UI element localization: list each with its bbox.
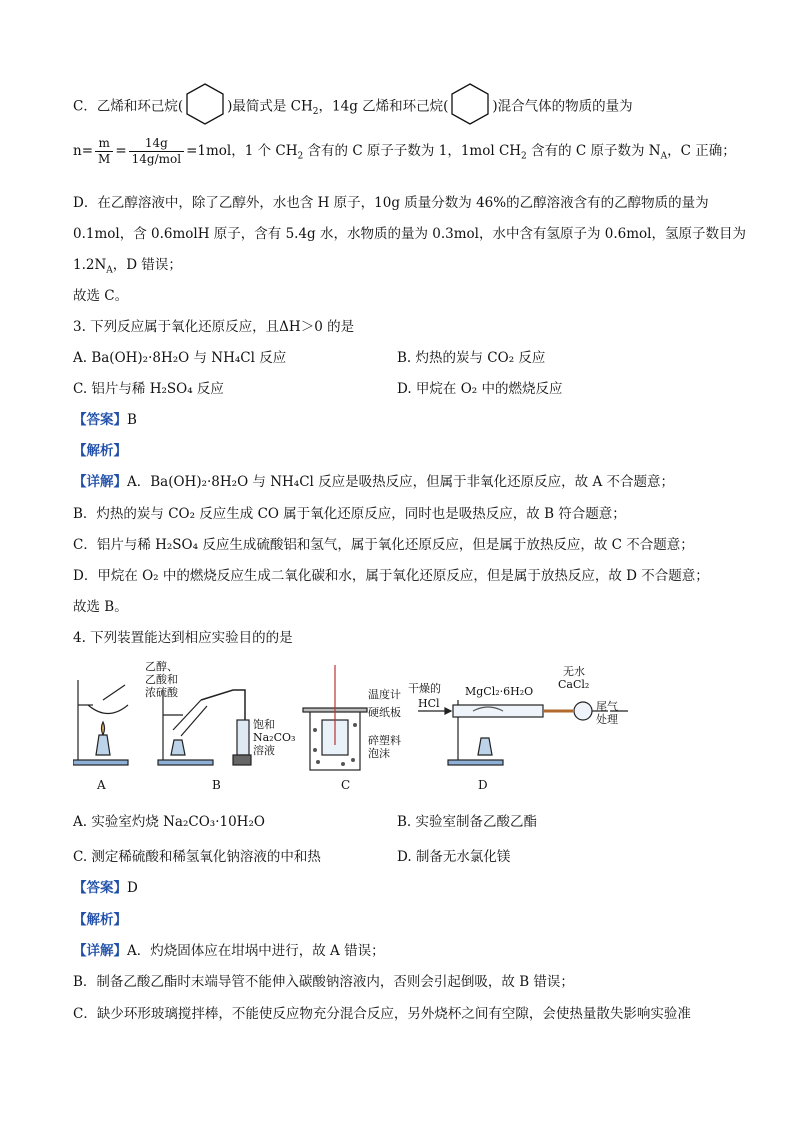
q4-stem: 4. 下列装置能达到相应实验目的的是 xyxy=(73,630,293,646)
q3-option-b: B. 灼热的炭与 CO₂ 反应 xyxy=(397,350,546,366)
fraction-m-over-M: $\frac{m}{M}$ xyxy=(95,136,113,167)
label-foam-2: 泡沫 xyxy=(368,747,390,760)
text-seg: = xyxy=(115,143,127,159)
apparatus-b xyxy=(158,690,251,765)
label-mgcl2: MgCl₂·6H₂O xyxy=(465,685,534,698)
text-seg: =1mol xyxy=(186,143,232,159)
q4-explain-c: C．缺少环形玻璃搅拌棒，不能使反应物充分混合反应，另外烧杯之间有空隙，会使热量散失影响实验准 xyxy=(73,1006,691,1022)
text-seg: 含有的 C 原子数为 N xyxy=(526,143,661,159)
label-hcl: HCl xyxy=(418,697,440,710)
q4-option-d: D. 制备无水氯化镁 xyxy=(397,849,511,865)
q3-option-c: C. 铝片与稀 H₂SO₄ 反应 xyxy=(73,381,224,397)
option-d-line-3: $1.2N_A$，D 错误； xyxy=(73,257,182,276)
option-d-line-2: 0.1mol，含 0.6molH 原子，含有 5.4g 水，水物质的量为 0.3mol，水中含有氢原子为 0.6mol，氢原子数目为 xyxy=(73,226,746,242)
text-seg: )最简式是 CH xyxy=(227,98,313,115)
apparatus-a xyxy=(73,680,128,765)
text-seg: )混合气体的物质的量为 xyxy=(492,98,633,115)
q3-option-a: A. Ba(OH)₂·8H₂O 与 NH₄Cl 反应 xyxy=(73,350,287,366)
label-anhydrous: 无水 xyxy=(563,665,585,678)
q4-option-c: C. 测定稀硫酸和稀氢氧化钠溶液的中和热 xyxy=(73,849,321,865)
label-foam: 碎塑料 xyxy=(368,734,401,747)
label-tail-gas: 尾气 xyxy=(596,700,618,713)
q4-explain-a: 【详解】A．灼烧固体应在坩埚中进行，故 A 错误； xyxy=(73,943,385,959)
q4-answer: 【答案】D xyxy=(73,880,138,896)
q3-explain-d: D．甲烷在 O₂ 中的燃烧反应生成二氧化碳和水，属于氧化还原反应，但是属于放热反应，故 D 不合题意； xyxy=(73,568,709,584)
q3-explain-b: B．灼热的炭与 CO₂ 反应生成 CO 属于氧化还原反应，同时也是吸热反应，故 B 符合题意； xyxy=(73,506,626,522)
label-cacl2: CaCl₂ xyxy=(558,678,590,691)
q3-stem: 3. 下列反应属于氧化还原反应，且ΔH＞0 的是 xyxy=(73,319,355,335)
cyclohexane-structure-icon xyxy=(450,82,490,132)
caption-b: B xyxy=(212,778,221,792)
label-na2co3: Na₂CO₃ xyxy=(253,731,296,744)
caption-a: A xyxy=(97,778,106,792)
text-seg: n= xyxy=(73,143,94,159)
cyclohexane-structure-icon xyxy=(185,82,225,132)
q3-selection: 故选 B。 xyxy=(73,599,128,615)
text-seg: C．乙烯和环己烷( xyxy=(73,98,184,115)
q3-explain-a: 【详解】A．Ba(OH)₂·8H₂O 与 NH₄Cl 反应是吸热反应，但属于非氧化还原反应，故 A 不合题意； xyxy=(73,474,674,490)
q4-option-b: B. 实验室制备乙酸乙酯 xyxy=(397,814,538,830)
apparatus-figure xyxy=(73,660,713,795)
option-c-line: C．乙烯和环己烷( )最简式是 $CH_2$，14g 乙烯和环己烷( )混合气体的物质的量为 xyxy=(73,82,633,132)
label-thermometer: 温度计 xyxy=(368,688,401,701)
label-ethanol: 乙醇、 xyxy=(145,660,178,673)
q3-analysis-tag: 【解析】 xyxy=(73,443,127,459)
label-saturated: 饱和 xyxy=(253,718,275,731)
text-seg: ，C 正确； xyxy=(667,143,736,159)
caption-c: C xyxy=(341,778,351,792)
q4-analysis-tag: 【解析】 xyxy=(73,912,127,928)
q3-option-d: D. 甲烷在 O₂ 中的燃烧反应 xyxy=(397,381,563,397)
q4-explain-b: B．制备乙酸乙酯时末端导管不能伸入碳酸钠溶液内，否则会引起倒吸，故 B 错误； xyxy=(73,974,574,990)
fraction-14g: $\frac{14g}{\text{14g/mol}}$ xyxy=(129,136,184,167)
label-cardboard: 硬纸板 xyxy=(368,706,401,719)
text-seg: ，1 个 CH xyxy=(231,143,298,159)
label-treatment: 处理 xyxy=(596,713,618,726)
apparatus-c xyxy=(303,665,367,770)
q3-answer: 【答案】B xyxy=(73,412,137,428)
label-acetic-acid: 乙酸和 xyxy=(145,673,178,686)
text-seg: ，14g 乙烯和环己烷( xyxy=(318,98,449,115)
q3-explain-c: C．铝片与稀 H₂SO₄ 反应生成硫酸铝和氢气，属于氧化还原反应，但是属于放热反应，故 C 不合题意； xyxy=(73,537,694,553)
label-dry: 干燥的 xyxy=(408,682,441,695)
q4-option-a: A. 实验室灼烧 Na₂CO₃·10H₂O xyxy=(73,814,265,830)
mole-calculation-line: n= $\frac{m}{M}$ = $\frac{14g}{\text{14g/mol}}$ =1mol，1 个 $CH_2$ 含有的 C 原子子数为 1，1mol $CH_2$ 含有的 C 原子数为 $N_A$，C 正确； xyxy=(73,136,736,166)
q2-selection: 故选 C。 xyxy=(73,288,129,304)
caption-d: D xyxy=(478,778,488,792)
text-seg: 含有的 C 原子子数为 1，1mol CH xyxy=(303,143,522,159)
label-conc-h2so4: 浓硫酸 xyxy=(145,686,178,699)
label-solution: 溶液 xyxy=(253,744,275,757)
option-d-line-1: D．在乙醇溶液中，除了乙醇外，水也含 H 原子，10g 质量分数为 46%的乙醇溶液含有的乙醇物质的量为 xyxy=(73,195,709,211)
